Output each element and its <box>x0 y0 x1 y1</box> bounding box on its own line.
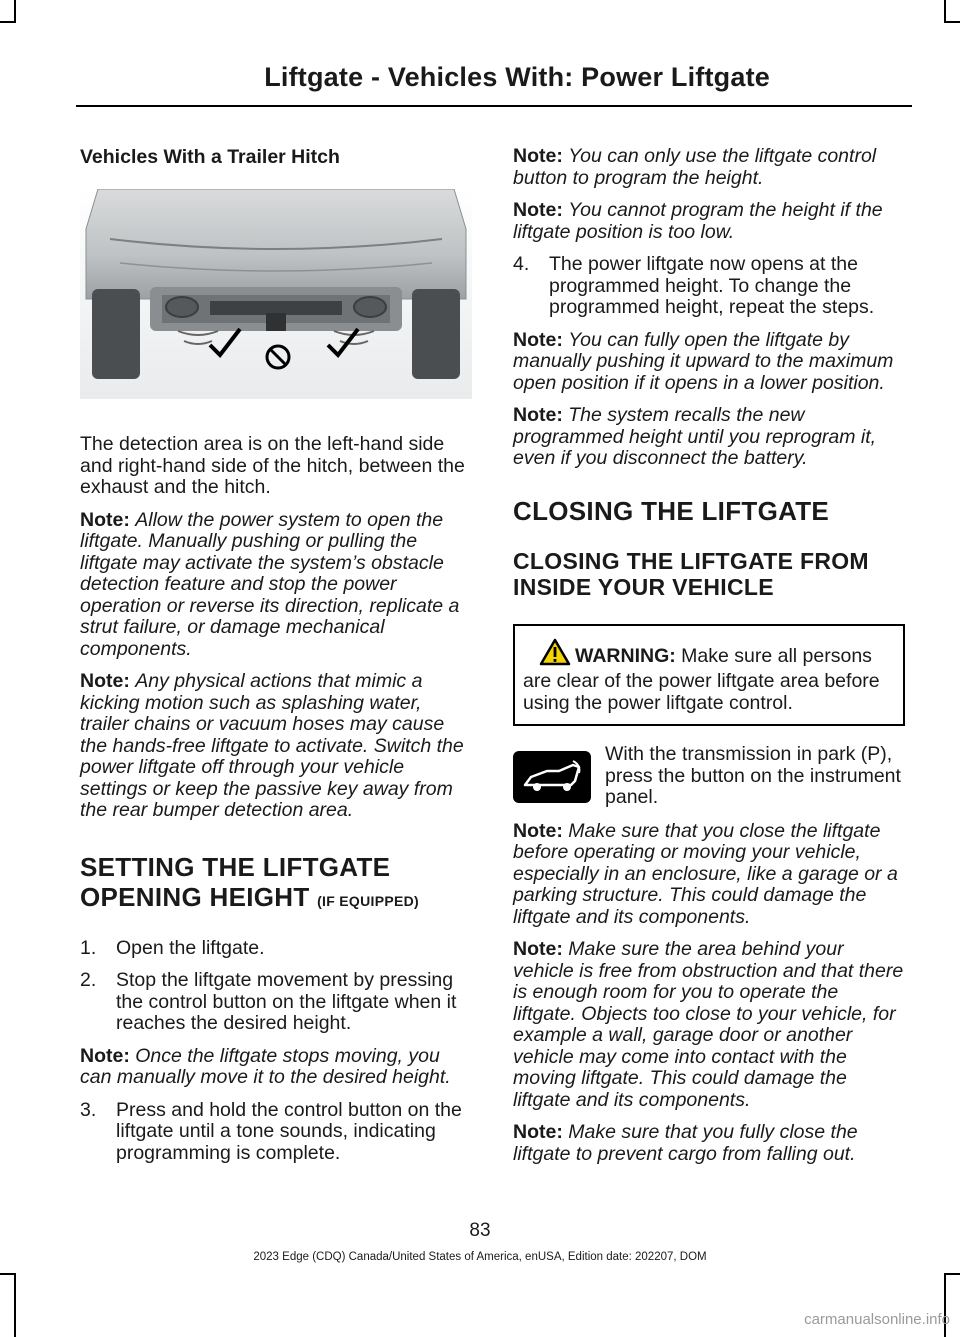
crop-mark <box>944 0 946 22</box>
warning-icon <box>539 638 571 672</box>
note-text: You can only use the liftgate control button to program the height. <box>513 145 877 189</box>
note-text: Make sure that you fully close the liftgate to prevent cargo from falling out. <box>513 1121 858 1165</box>
note-text: Once the liftgate stops moving, you can manually move it to the desired height. <box>80 1044 451 1088</box>
note-label: Note: <box>80 508 130 531</box>
note <box>513 405 905 470</box>
note-text: You cannot program the height if the liftgate position is too low. <box>513 199 883 243</box>
crop-mark <box>944 21 960 23</box>
step-number: 2. <box>80 969 97 991</box>
note-text: Make sure the area behind your vehicle is free from obstruction and that there is enough room for you to operate the liftgate. Objects too close to your vehicle, for example a wall, garage door or another vehicle may come into contact with the moving liftgate. This could damage the liftgate and its components. <box>513 938 904 1111</box>
step-number: 3. <box>80 1098 97 1121</box>
note <box>80 510 472 661</box>
left-column <box>80 146 472 1175</box>
step-text: Open the liftgate. <box>116 936 265 959</box>
section-heading: CLOSING THE LIFTGATE <box>513 495 830 526</box>
list-item <box>80 970 472 1035</box>
warning-text: Make sure all persons are clear of the power liftgate area before using the power liftgate control. <box>523 644 880 714</box>
note <box>80 671 472 822</box>
note-label: Note: <box>513 404 563 426</box>
note-label: Note: <box>513 145 563 167</box>
step-text: Stop the liftgate movement by pressing the control button on the liftgate when it reaches the desired height. <box>116 969 457 1034</box>
warning-box <box>513 624 905 727</box>
crop-mark <box>0 21 16 23</box>
right-column <box>513 146 905 1176</box>
note-label: Note: <box>513 938 563 960</box>
warning-label: WARNING: <box>575 644 676 667</box>
note <box>513 146 905 189</box>
watermark: carmanualsonline.info <box>804 1311 950 1328</box>
note <box>513 200 905 243</box>
note-label: Note: <box>513 199 563 221</box>
note-text: Allow the power system to open the liftgate. Manually pushing or pulling the liftgate may activate the system’s obstacle detection feature and stop the power operation or reverse its direction, replicate a strut failure, or damage mechanical components. <box>80 508 460 660</box>
section-subheading: Vehicles With a Trailer Hitch <box>80 146 340 168</box>
step-text: The power liftgate now opens at the programmed height. To change the programmed height, repeat the steps. <box>549 253 875 318</box>
crop-mark <box>14 0 16 22</box>
list-item <box>80 938 472 960</box>
note <box>513 330 905 395</box>
note-label: Note: <box>513 1121 563 1143</box>
header-divider <box>76 105 912 107</box>
note-label: Note: <box>513 819 563 842</box>
step-text: Press and hold the control button on the liftgate until a tone sounds, indicating programming is complete. <box>116 1098 462 1164</box>
note-text: Make sure that you close the liftgate before operating or moving your vehicle, especially in an enclosure, like a garage or a parking structure. This could damage the liftgate and its components. <box>513 819 898 928</box>
edition-footer: 2023 Edge (CDQ) Canada/United States of America, enUSA, Edition date: 202207, DOM <box>253 1251 707 1263</box>
note-text: The system recalls the new programmed height until you reprogram it, even if you disconnect the battery. <box>513 404 877 469</box>
liftgate-button-icon <box>513 751 591 803</box>
note-label: Note: <box>80 670 130 692</box>
paragraph: The detection area is on the left-hand side and right-hand side of the hitch, between the exhaust and the hitch. <box>80 433 465 498</box>
list-item <box>80 1100 472 1165</box>
liftgate-button-instruction <box>513 744 905 809</box>
note-label: Note: <box>80 1044 130 1067</box>
list-item <box>513 254 905 319</box>
section-heading-text: SETTING THE LIFTGATE OPENING HEIGHT <box>80 851 391 912</box>
crop-mark <box>0 1273 16 1275</box>
note <box>513 821 905 929</box>
crop-mark <box>14 1275 16 1337</box>
page-title: Liftgate - Vehicles With: Power Liftgate <box>264 62 770 92</box>
step-number: 4. <box>513 253 530 275</box>
note <box>80 1046 472 1089</box>
button-instruction-text: With the transmission in park (P), press the button on the instrument panel. <box>605 743 901 808</box>
step-number: 1. <box>80 936 97 959</box>
heading-suffix: (IF EQUIPPED) <box>317 892 420 909</box>
section-heading <box>80 852 472 916</box>
note-text: You can fully open the liftgate by manually pushing it upward to the maximum open position if it opens in a lower position. <box>513 328 894 394</box>
note <box>513 1122 905 1165</box>
note <box>513 939 905 1111</box>
note-text: Any physical actions that mimic a kicking motion such as splashing water, trailer chains or vacuum hoses may cause the hands-free liftgate to activate. Switch the power liftgate off through your vehicle settings or keep the passive key away from the rear bumper detection area. <box>80 670 464 821</box>
crop-mark <box>944 1273 960 1275</box>
page-number: 83 <box>469 1220 491 1241</box>
note-label: Note: <box>513 328 563 351</box>
rear-bumper-detection-illustration <box>80 189 472 399</box>
section-subheading: CLOSING THE LIFTGATE FROM INSIDE YOUR VEHICLE <box>513 547 869 600</box>
